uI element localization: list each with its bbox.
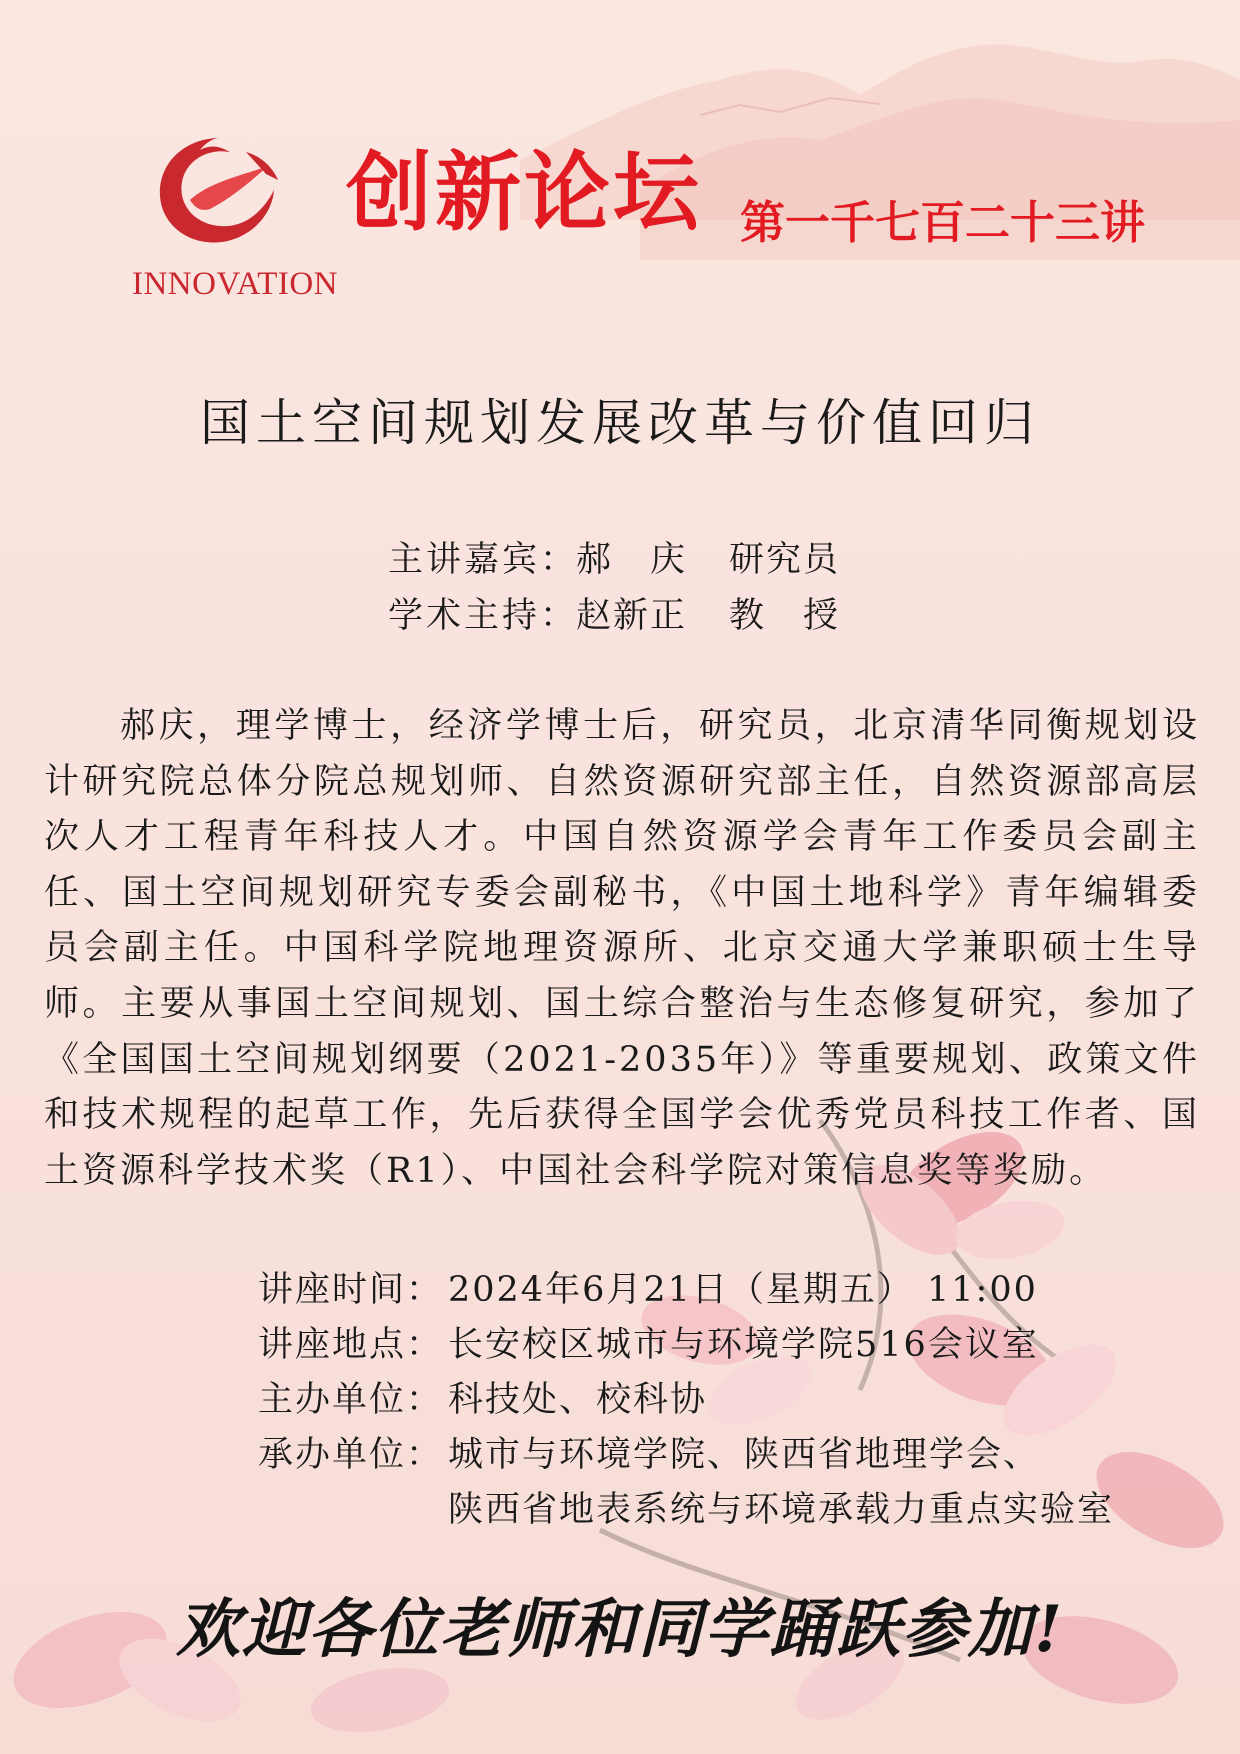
logo-brand-text: INNOVATION: [131, 266, 339, 302]
lecture-details: [258, 1263, 1114, 1538]
co-organizer-label: 承办单位：: [258, 1435, 444, 1475]
organizer-value: 科技处、校科协: [448, 1380, 708, 1420]
co-organizer-value-line2: 陕西省地表系统与环境承载力重点实验室: [448, 1490, 1115, 1530]
place-label: 讲座地点：: [258, 1325, 444, 1365]
time-row: [258, 1263, 1114, 1318]
speaker-name: 郝 庆: [576, 540, 688, 580]
host-label: 学术主持：: [388, 596, 579, 636]
speaker-role: 研究员: [729, 540, 841, 580]
place-row: [258, 1318, 1114, 1373]
organizer-label: 主办单位：: [258, 1380, 444, 1420]
time-label: 讲座时间：: [258, 1270, 444, 1310]
forum-title: 创新论坛: [346, 143, 702, 243]
co-organizer-value-line1: 城市与环境学院、陕西省地理学会、: [448, 1435, 1041, 1475]
welcome-banner: 欢迎各位老师和同学踊跃参加!: [175, 1592, 1065, 1667]
speaker-label: 主讲嘉宾：: [388, 540, 579, 580]
innovation-swirl-logo-icon: [150, 130, 290, 250]
place-value: 长安校区城市与环境学院516会议室: [448, 1325, 1039, 1365]
speaker-row: [388, 532, 840, 588]
host-row: [388, 588, 840, 644]
people-block: [388, 532, 840, 644]
time-value: 2024年6月21日（星期五） 11:00: [448, 1270, 1038, 1310]
co-organizer-row: [258, 1428, 1114, 1483]
speaker-bio: 郝庆，理学博士，经济学博士后，研究员，北京清华同衡规划设计研究院总体分院总规划师、自然资源研究部主任，自然资源部高层次人才工程青年科技人才。中国自然资源学会青年工作委员会副主任、国土空间规划研究专委会副秘书，《中国土地科学》青年编辑委员会副主任。中国科学院地理资源所、北京交通大学兼职硕士生导师。主要从事国土空间规划、国土综合整治与生态修复研究，参加了《全国国土空间规划纲要（2021-2035年）》等重要规划、政策文件和技术规程的起草工作，先后获得全国学会优秀党员科技工作者、国土资源科学技术奖（R1）、中国社会科学院对策信息奖等奖励。: [44, 706, 1200, 1191]
lecture-title: 国土空间规划发展改革与价值回归: [200, 394, 1040, 452]
innovation-logo: [120, 130, 350, 310]
organizer-row: [258, 1373, 1114, 1428]
host-role: 教 授: [729, 596, 841, 636]
host-name: 赵新正: [576, 596, 688, 636]
lecture-number: 第一千七百二十三讲: [740, 196, 1146, 249]
